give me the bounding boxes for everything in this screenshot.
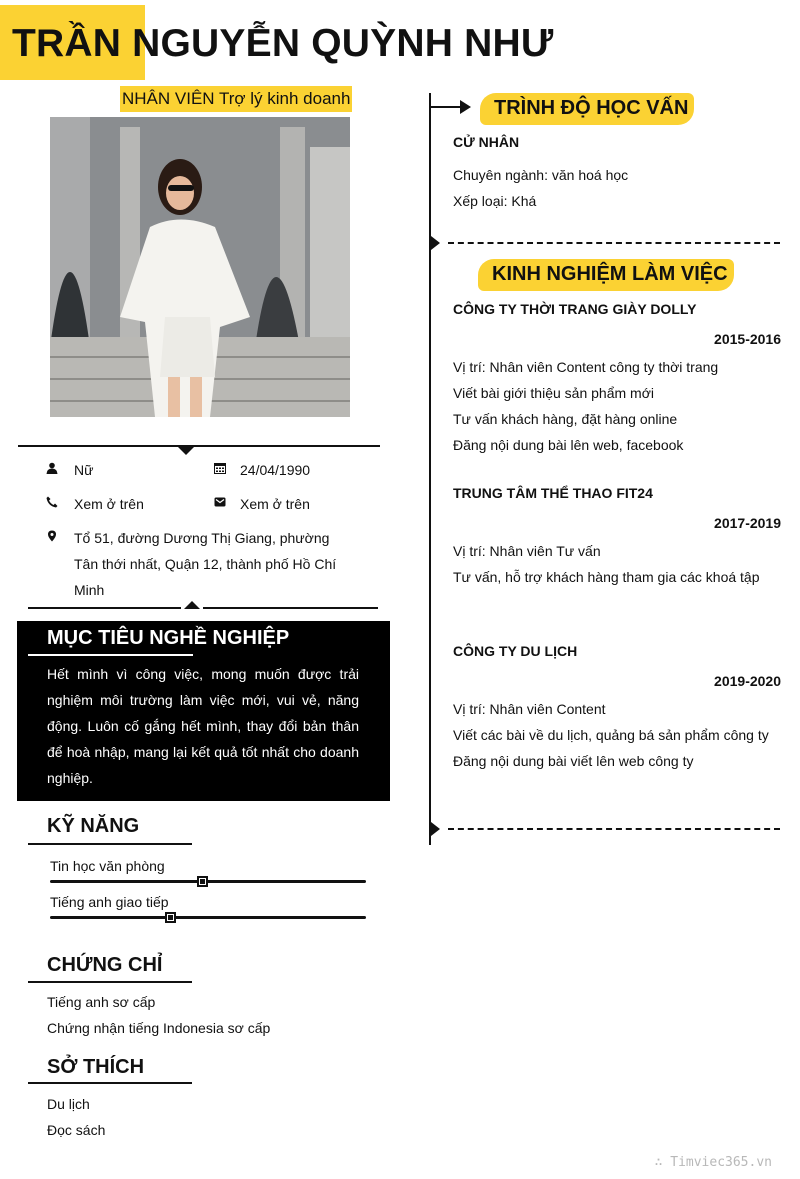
skill-label: Tiếng anh giao tiếp <box>50 894 169 910</box>
phone-icon <box>46 496 58 508</box>
job-detail: Vị trí: Nhân viên Content <box>453 701 606 717</box>
job-detail: Đăng nội dung bài lên web, facebook <box>453 437 684 453</box>
education-degree: CỬ NHÂN <box>453 134 520 150</box>
timeline-marker <box>431 236 440 250</box>
user-icon <box>46 462 58 474</box>
divider <box>18 445 380 447</box>
birthday-value: 24/04/1990 <box>240 462 311 478</box>
certificate-item: Chứng nhận tiếng Indonesia sơ cấp <box>47 1020 271 1036</box>
location-pin-icon <box>46 530 58 542</box>
education-title: TRÌNH ĐỘ HỌC VẤN <box>494 97 689 119</box>
hobbies-title: SỞ THÍCH <box>47 1056 145 1078</box>
email-icon <box>214 496 226 508</box>
divider-marker <box>184 601 200 609</box>
career-goal-section <box>17 621 390 801</box>
job-years: 2019-2020 <box>714 673 781 689</box>
job-detail: Đăng nội dung bài viết lên web công ty <box>453 753 694 769</box>
dashed-divider <box>448 828 780 830</box>
profile-photo <box>50 117 350 417</box>
skill-level-marker <box>165 912 176 923</box>
address-line-3: Minh <box>74 582 105 598</box>
timeline-line <box>429 93 431 845</box>
hobby-item: Du lịch <box>47 1096 90 1112</box>
career-goal-title: MỤC TIÊU NGHỀ NGHIỆP <box>47 627 290 649</box>
address-line-1: Tổ 51, đường Dương Thị Giang, phường <box>74 530 330 546</box>
job-detail: Vị trí: Nhân viên Content công ty thời trang <box>453 359 719 375</box>
job-company: TRUNG TÂM THỂ THAO FIT24 <box>453 485 653 501</box>
watermark: ∴ Timviec365.vn <box>654 1155 772 1170</box>
certificates-underline <box>28 981 192 983</box>
job-detail: Viết các bài về du lịch, quảng bá sản phẩm công ty <box>453 727 769 743</box>
career-goal-underline <box>28 654 193 656</box>
hobby-item: Đọc sách <box>47 1122 106 1138</box>
job-detail: Vị trí: Nhân viên Tư vấn <box>453 543 601 559</box>
dashed-divider <box>448 242 780 244</box>
calendar-icon <box>214 462 226 474</box>
candidate-name: TRẦN NGUYỄN QUỲNH NHƯ <box>12 22 554 65</box>
education-major: Chuyên ngành: văn hoá học <box>453 167 629 183</box>
career-goal-text: Hết mình vì công việc, mong muốn được trải nghiệm môi trường làm việc mới, vui vẻ, năng động. Luôn cố gắng hết mình, thay đổi bản thân để hoà nhập, mang lại kết quả tốt nhất cho doanh nghiệp. <box>47 666 359 786</box>
arrow-right-icon <box>460 100 471 114</box>
gender-value: Nữ <box>74 462 94 478</box>
certificates-title: CHỨNG CHỈ <box>47 954 163 976</box>
skills-underline <box>28 843 192 845</box>
job-title: NHÂN VIÊN Trợ lý kinh doanh <box>120 86 352 112</box>
job-years: 2017-2019 <box>714 515 781 531</box>
certificate-item: Tiếng anh sơ cấp <box>47 994 156 1010</box>
phone-value: Xem ở trên <box>74 496 144 512</box>
divider <box>28 607 181 609</box>
hobbies-underline <box>28 1082 192 1084</box>
skill-level-marker <box>197 876 208 887</box>
job-years: 2015-2016 <box>714 331 781 347</box>
job-company: CÔNG TY DU LỊCH <box>453 643 578 659</box>
experience-title: KINH NGHIỆM LÀM VIỆC <box>492 263 728 285</box>
job-company: CÔNG TY THỜI TRANG GIÀY DOLLY <box>453 301 697 317</box>
address-line-2: Tân thới nhất, Quận 12, thành phố Hồ Chí <box>74 556 337 572</box>
skill-bar <box>50 916 366 919</box>
skill-bar <box>50 880 366 883</box>
job-detail: Tư vấn khách hàng, đặt hàng online <box>453 411 678 427</box>
education-rank: Xếp loại: Khá <box>453 193 537 209</box>
timeline-marker <box>431 822 440 836</box>
skill-label: Tin học văn phòng <box>50 858 165 874</box>
email-value: Xem ở trên <box>240 496 310 512</box>
job-detail: Tư vấn, hỗ trợ khách hàng tham gia các khoá tập <box>453 569 760 585</box>
divider-marker <box>178 447 194 455</box>
profile-photo-image <box>50 117 350 417</box>
divider <box>203 607 378 609</box>
job-detail: Viết bài giới thiệu sản phẩm mới <box>453 385 654 401</box>
skills-title: KỸ NĂNG <box>47 815 140 837</box>
